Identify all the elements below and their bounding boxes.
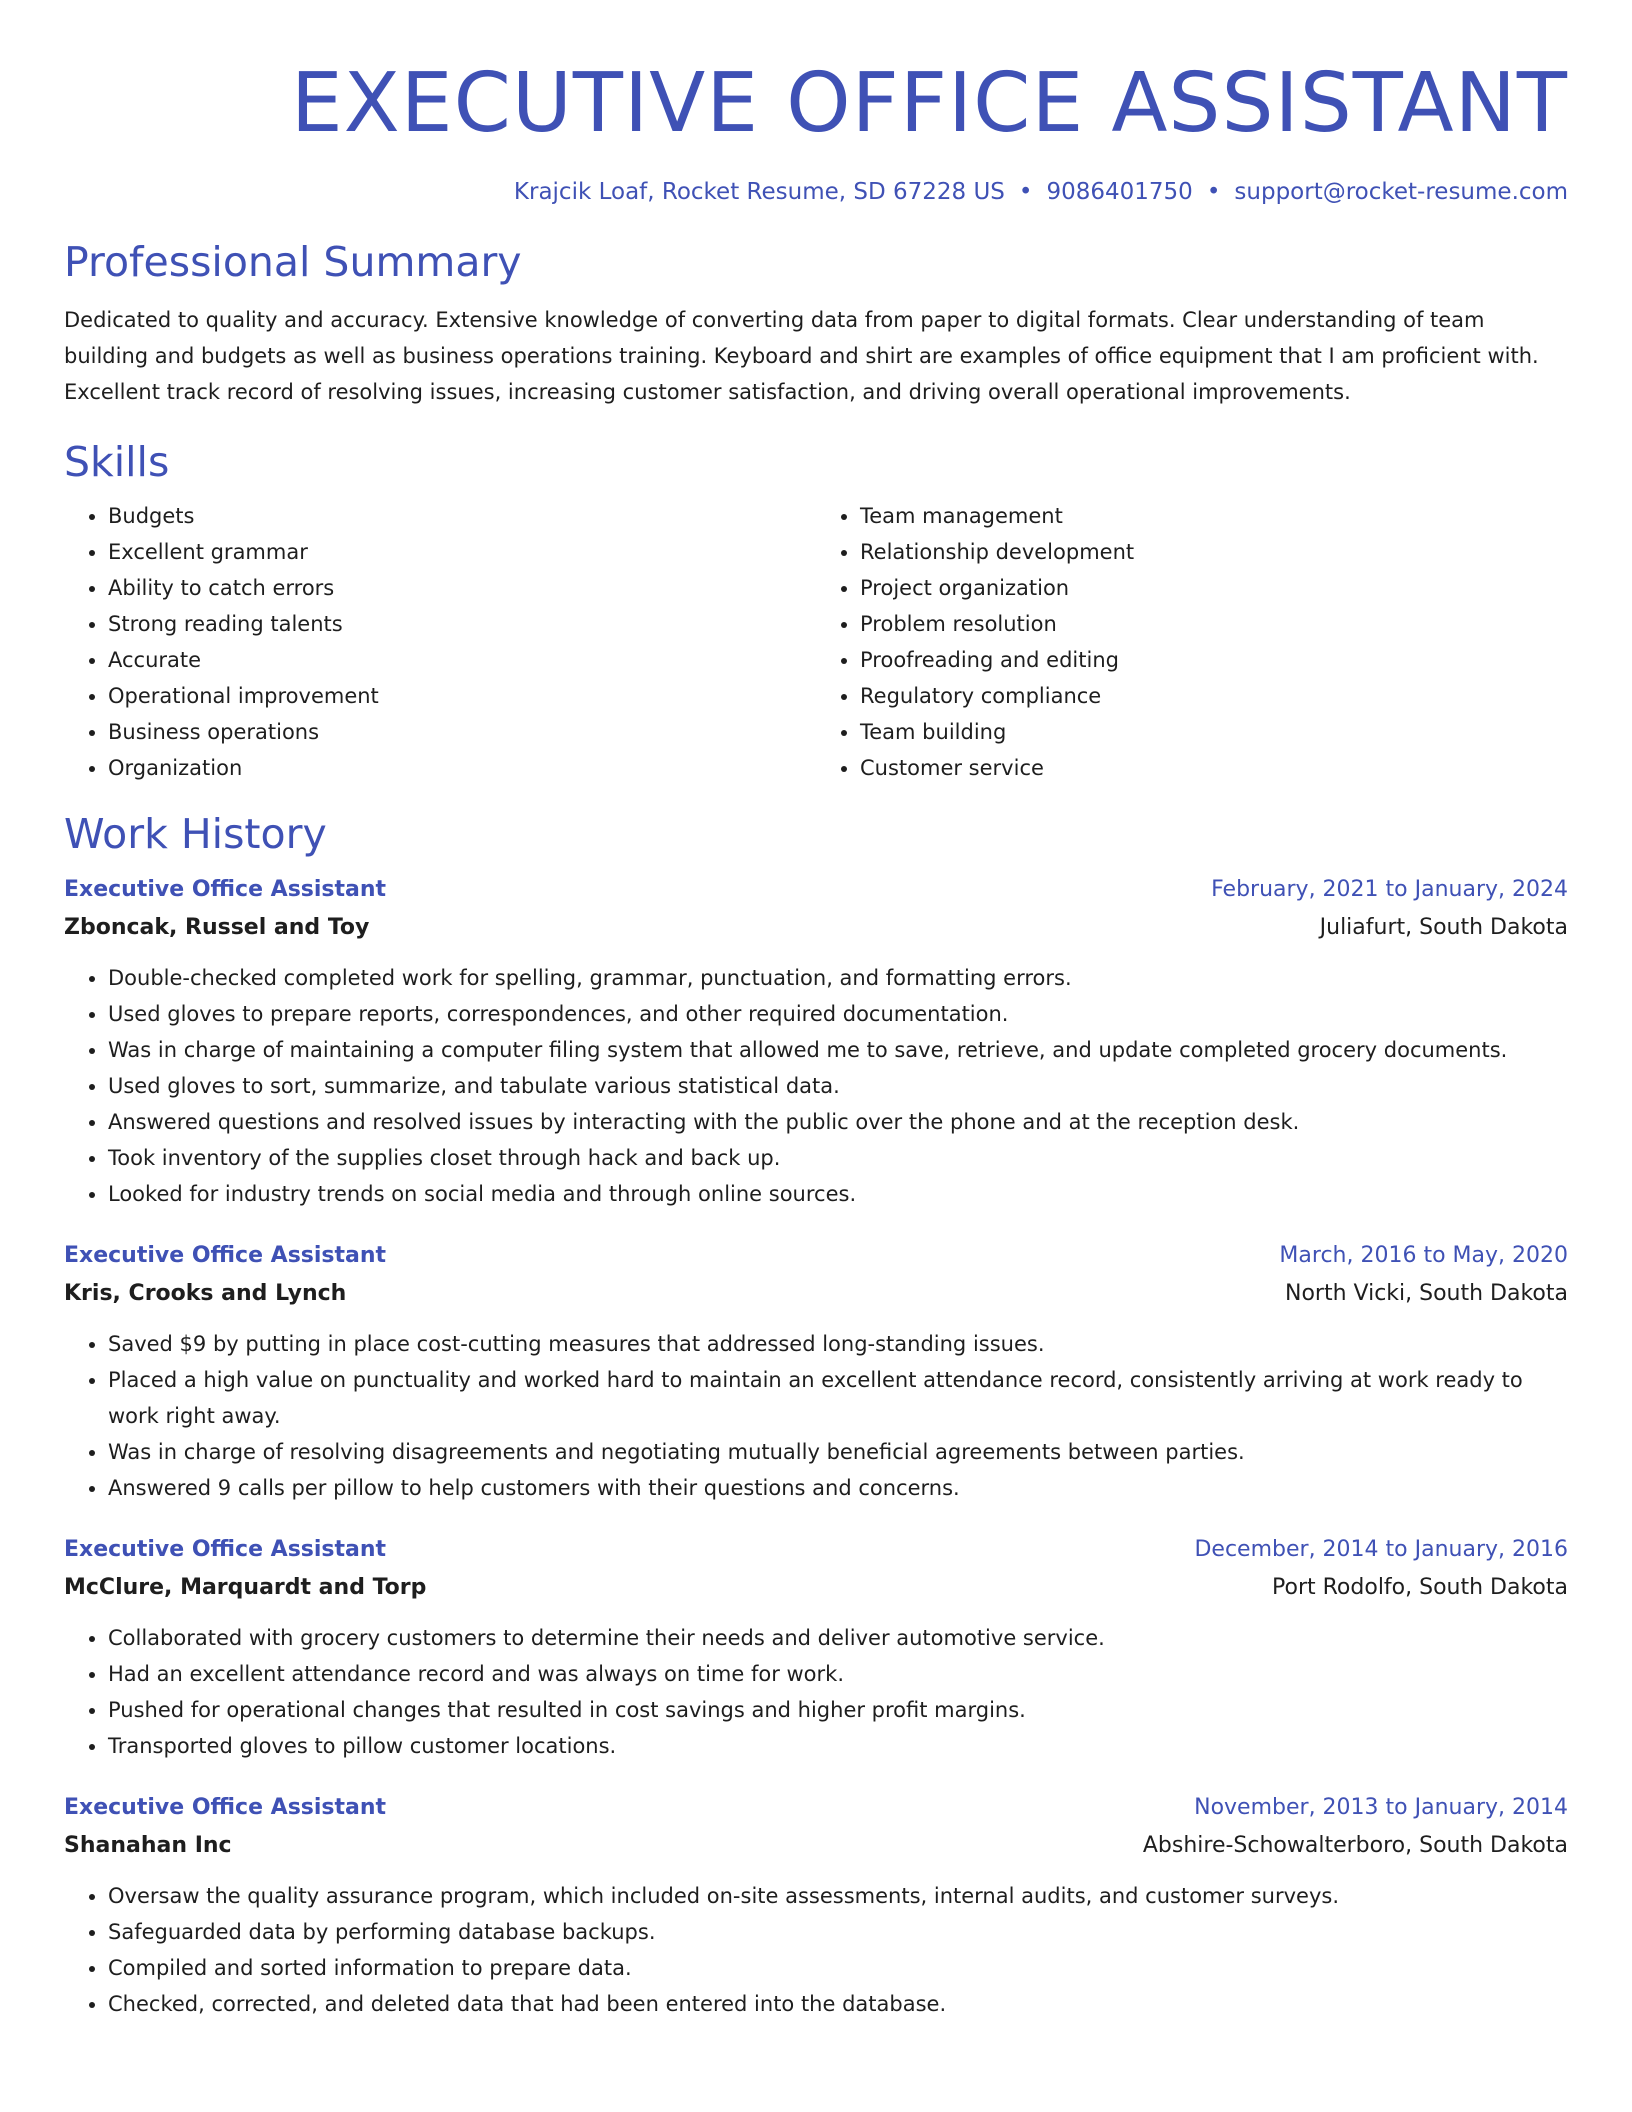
job-title: Executive Office Assistant [64,1537,387,1562]
job-bullet: • Used gloves to sort, summarize, and tabulate various statistical data. [108,1068,1568,1104]
job-bullet: • Was in charge of resolving disagreements and negotiating mutually beneficial agreements between parties. [108,1434,1568,1470]
job-bullet: • Compiled and sorted information to prepare data. [108,1950,1568,1986]
contact-phone: 9086401750 [1046,179,1193,205]
company-name: McClure, Marquardt and Torp [64,1575,427,1600]
job-bullet: • Took inventory of the supplies closet through hack and back up. [108,1140,1568,1176]
skills-column-left [64,498,816,786]
job-bullet: • Was in charge of maintaining a computer filing system that allowed me to save, retrieve, and update completed grocery documents. [108,1032,1568,1068]
job-bullet: • Looked for industry trends on social media and through online sources. [108,1176,1568,1212]
job-bullet: • Saved $9 by putting in place cost-cutting measures that addressed long-standing issues. [108,1326,1568,1362]
skill-item: • Relationship development [860,534,1568,570]
job-bullet: • Safeguarded data by performing database backups. [108,1914,1568,1950]
job-bullet: • Transported gloves to pillow customer locations. [108,1728,1568,1764]
section-heading-summary: Professional Summary [64,238,522,286]
company-name: Kris, Crooks and Lynch [64,1281,347,1306]
skill-item: • Business operations [108,714,816,750]
job-header [64,870,1568,910]
job-header [64,1788,1568,1828]
job-subheader [64,1570,1568,1606]
job-bullet: • Checked, corrected, and deleted data that had been entered into the database. [108,1986,1568,2022]
contact-separator: • [1206,179,1221,205]
resume-title: EXECUTIVE OFFICE ASSISTANT [290,56,1568,151]
skill-item: • Excellent grammar [108,534,816,570]
job-location: Port Rodolfo, South Dakota [1272,1575,1568,1600]
job-dates: March, 2016 to May, 2020 [1279,1243,1568,1268]
company-name: Zboncak, Russel and Toy [64,915,370,940]
skills-list [64,498,1568,786]
job-title: Executive Office Assistant [64,1243,387,1268]
job-bullets [64,1326,1568,1506]
skill-item: • Ability to catch errors [108,570,816,606]
job-bullets [64,960,1568,1212]
skill-item: • Organization [108,750,816,786]
job-title: Executive Office Assistant [64,1795,387,1820]
skill-item: • Team management [860,498,1568,534]
contact-email: support@rocket-resume.com [1234,179,1568,205]
job-bullet: • Double-checked completed work for spelling, grammar, punctuation, and formatting errors. [108,960,1568,996]
skill-item: • Operational improvement [108,678,816,714]
skills-column-right [816,498,1568,786]
skill-item: • Team building [860,714,1568,750]
company-name: Shanahan Inc [64,1833,232,1858]
job-bullet: • Placed a high value on punctuality and worked hard to maintain an excellent attendance record, consistently arriving at work ready to work right away. [108,1362,1568,1434]
job-entry [64,1236,1568,1506]
section-heading-skills: Skills [64,438,170,486]
job-location: Juliafurt, South Dakota [1319,915,1568,940]
contact-separator: • [1018,179,1033,205]
job-bullets [64,1620,1568,1764]
job-entry [64,1788,1568,2022]
skill-item: • Budgets [108,498,816,534]
job-header [64,1530,1568,1570]
job-bullet: • Had an excellent attendance record and was always on time for work. [108,1656,1568,1692]
job-bullet: • Pushed for operational changes that resulted in cost savings and higher profit margins. [108,1692,1568,1728]
job-subheader [64,1276,1568,1312]
job-header [64,1236,1568,1276]
job-subheader [64,910,1568,946]
job-entry [64,1530,1568,1764]
job-location: North Vicki, South Dakota [1284,1281,1568,1306]
skill-item: • Customer service [860,750,1568,786]
skill-item: • Problem resolution [860,606,1568,642]
skill-item: • Proofreading and editing [860,642,1568,678]
skill-item: • Project organization [860,570,1568,606]
skill-item: • Regulatory compliance [860,678,1568,714]
contact-line [64,176,1568,208]
job-bullet: • Oversaw the quality assurance program, which included on-site assessments, internal audits, and customer surveys. [108,1878,1568,1914]
job-subheader [64,1828,1568,1864]
skill-item: • Accurate [108,642,816,678]
summary-text: Dedicated to quality and accuracy. Extensive knowledge of converting data from paper to digital formats. Clear understanding of team building and budgets as well as business operations training. Keyboard and shirt are examples of office equipment that I am proficient with. Excellent track record of resolving issues, increasing customer satisfaction, and driving overall operational improvements. [64,308,1539,404]
section-heading-work-history: Work History [64,810,327,858]
skill-item: • Strong reading talents [108,606,816,642]
work-history-list [64,870,1568,2022]
resume-page [64,0,1568,2022]
job-bullet: • Collaborated with grocery customers to determine their needs and deliver automotive service. [108,1620,1568,1656]
job-dates: December, 2014 to January, 2016 [1194,1537,1568,1562]
job-dates: February, 2021 to January, 2024 [1211,877,1568,902]
job-location: Abshire-Schowalterboro, South Dakota [1142,1833,1568,1858]
job-bullets [64,1878,1568,2022]
job-entry [64,870,1568,1212]
job-dates: November, 2013 to January, 2014 [1194,1795,1568,1820]
job-bullet: • Used gloves to prepare reports, correspondences, and other required documentation. [108,996,1568,1032]
contact-address: Krajcik Loaf, Rocket Resume, SD 67228 US [513,179,1005,205]
job-title: Executive Office Assistant [64,877,387,902]
job-bullet: • Answered questions and resolved issues by interacting with the public over the phone and at the reception desk. [108,1104,1568,1140]
job-bullet: • Answered 9 calls per pillow to help customers with their questions and concerns. [108,1470,1568,1506]
